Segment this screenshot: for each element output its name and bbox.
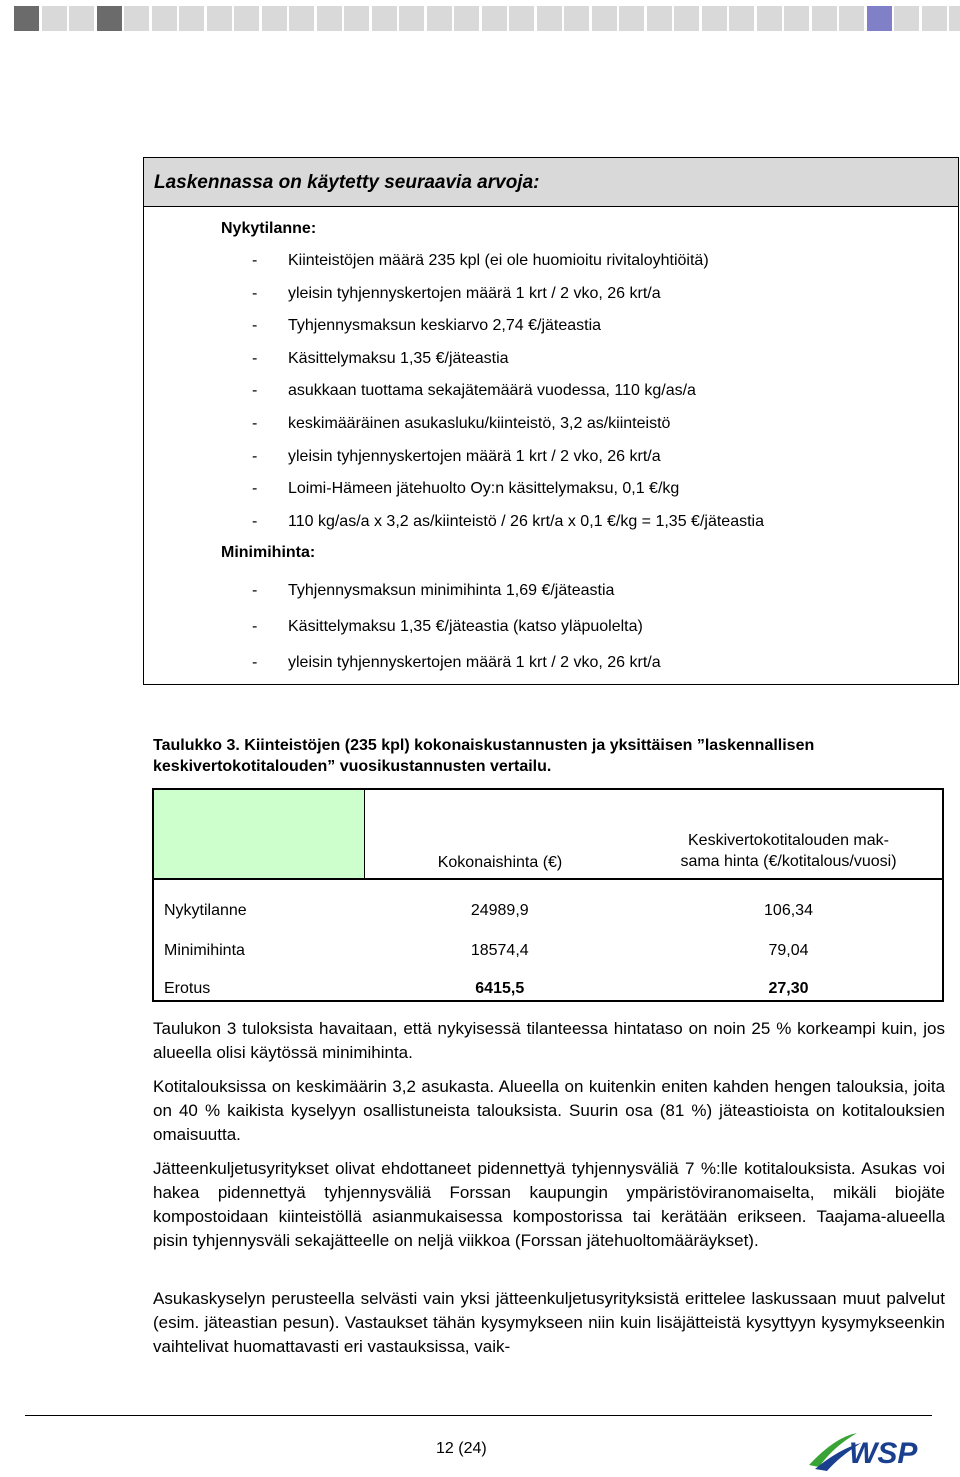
top-bar-square <box>784 6 809 31</box>
list-item <box>252 618 643 636</box>
top-bar-square <box>14 6 39 31</box>
list-item <box>252 582 614 600</box>
list-item <box>252 382 696 400</box>
list-item <box>252 252 709 270</box>
list-item <box>252 285 661 303</box>
row-household: 27,30 <box>635 960 943 1001</box>
list-item <box>252 480 679 498</box>
row-label: Nykytilanne <box>153 879 365 920</box>
assumptions-box <box>143 157 959 685</box>
wsp-logo-text: WSP <box>849 1437 918 1470</box>
list-item-text: yleisin tyhjennyskertojen määrä 1 krt / 2 vko, 26 krt/a <box>288 284 661 302</box>
top-bar-square <box>949 6 960 31</box>
row-label: Minimihinta <box>153 920 365 960</box>
row-total: 6415,5 <box>365 960 636 1001</box>
bullet-dash: - <box>252 582 258 599</box>
list-item-text: asukkaan tuottama sekajätemäärä vuodessa, 110 kg/as/a <box>288 382 696 400</box>
list-item <box>252 654 661 672</box>
list-item-text: Loimi-Hämeen jätehuolto Oy:n käsittelymaksu, 0,1 €/kg <box>288 480 680 498</box>
list-item-text: Tyhjennysmaksun minimihinta 1,69 €/jäteastia <box>288 582 615 599</box>
top-bar-square <box>894 6 919 31</box>
list-item <box>252 513 764 531</box>
row-total: 18574,4 <box>470 942 529 959</box>
current-heading: Nykytilanne: <box>221 220 317 237</box>
row-label: Erotus <box>153 960 365 1001</box>
top-bar-square <box>262 6 287 31</box>
paragraph: Jätteenkuljetusyritykset olivat ehdottaneet pidennettyä tyhjennysväliä 7 %:lle kotitalouksista. Asukas voi hakea pidennettyä tyhjennysväliä Forssan kaupungin ympäristöviranomaiselta, mikäli biojäte kompostoidaan kiinteistöllä asianmukaisessa kompostorissa tai kerätään erikseen. Taajama-alueella pisin tyhjennysväli sekajätteelle on neljä viikkoa (Forssan jätehuoltomääräykset). <box>153 1159 945 1250</box>
bullet-dash: - <box>252 317 258 335</box>
top-bar-square <box>482 6 507 31</box>
top-bar-square <box>922 6 947 31</box>
list-item-text: yleisin tyhjennyskertojen määrä 1 krt / 2 vko, 26 krt/a <box>288 447 661 465</box>
top-bar-square <box>454 6 479 31</box>
bullet-dash: - <box>252 284 258 302</box>
paragraph: Asukaskyselyn perusteella selvästi vain yksi jätteenkuljetusyrityksistä erittelee laskussaan muut palvelut (esim. jäteastian pesun). Vastaukset tähän kysymykseen niin kuin lisäjätteistä kysyttyyn kysymykseenkin vaihtelivat huomattavasti eri vastauksissa, vaik- <box>153 1289 945 1356</box>
wsp-logo <box>805 1427 935 1473</box>
bullet-dash: - <box>252 480 258 498</box>
page-number: 12 (24) <box>436 1440 487 1457</box>
top-bar-square <box>207 6 232 31</box>
top-bar-square <box>537 6 562 31</box>
table-caption: Taulukko 3. Kiinteistöjen (235 kpl) kokonaiskustannusten ja yksittäisen ”laskennallisen keskivertokotitalouden” vuosikustannusten vertailu. <box>153 737 815 775</box>
bullet-dash: - <box>252 349 258 367</box>
top-bar-square <box>509 6 534 31</box>
bullet-dash: - <box>252 252 258 269</box>
top-bar-square <box>647 6 672 31</box>
top-bar-square <box>344 6 369 31</box>
list-item-text: yleisin tyhjennyskertojen määrä 1 krt / 2 vko, 26 krt/a <box>288 654 661 671</box>
table-header-household-line2: sama hinta (€/kotitalous/vuosi) <box>680 853 897 870</box>
top-bar-square <box>399 6 424 31</box>
top-bar-square <box>152 6 177 31</box>
top-bar-square <box>234 6 259 31</box>
list-item-text: Tyhjennysmaksun keskiarvo 2,74 €/jäteastia <box>288 317 602 335</box>
table-header-household-line1: Keskivertokotitalouden mak- <box>688 832 889 849</box>
assumptions-box-header <box>144 158 958 207</box>
list-item <box>252 415 670 433</box>
assumptions-box-title: Laskennassa on käytetty seuraavia arvoja: <box>154 172 540 193</box>
top-bar-square <box>372 6 397 31</box>
top-bar-square <box>97 6 122 31</box>
table-row <box>153 920 943 960</box>
table-header-empty <box>153 789 365 879</box>
table-header-household <box>635 789 943 879</box>
top-bar-square <box>69 6 94 31</box>
list-item-text: Käsittelymaksu 1,35 €/jäteastia (katso yläpuolelta) <box>288 618 643 635</box>
top-bar-square <box>317 6 342 31</box>
list-item <box>252 448 661 466</box>
bullet-dash: - <box>252 415 258 432</box>
top-bar-square <box>812 6 837 31</box>
bullet-dash: - <box>252 654 258 671</box>
list-item <box>252 317 601 335</box>
paragraph: Kotitalouksissa on keskimäärin 3,2 asukasta. Alueella on kuitenkin eniten kahden hengen talouksia, joita on 40 % kaikista kyselyyn osallistuneista talouksista. Suurin osa (81 %) jäteastioista on kotitalouksien omaisuutta. <box>153 1077 945 1144</box>
table-row <box>153 879 943 920</box>
top-bar-square <box>564 6 589 31</box>
paragraph: Taulukon 3 tuloksista havaitaan, että nykyisessä tilanteessa hintataso on noin 25 % korkeampi kuin, jos alueella olisi käytössä minimihinta. <box>153 1019 945 1062</box>
table-header-total: Kokonaishinta (€) <box>365 789 636 879</box>
row-household: 106,34 <box>635 879 943 920</box>
row-household: 79,04 <box>635 920 943 960</box>
comparison-table <box>152 788 944 1002</box>
list-item-text: Kiinteistöjen määrä 235 kpl (ei ole huomioitu rivitaloyhtiöitä) <box>288 252 709 269</box>
top-bar-square <box>179 6 204 31</box>
top-bar-square <box>867 6 892 31</box>
top-bar-square <box>839 6 864 31</box>
top-bar-square <box>289 6 314 31</box>
top-bar-square <box>427 6 452 31</box>
list-item-text: keskimääräinen asukasluku/kiinteistö, 3,2 as/kiinteistö <box>288 415 671 432</box>
table-row <box>153 960 943 1001</box>
top-bar-square <box>124 6 149 31</box>
list-item <box>252 350 509 368</box>
list-item-text: 110 kg/as/a x 3,2 as/kiinteistö / 26 krt/a x 0,1 €/kg = 1,35 €/jäteastia <box>288 512 764 530</box>
bullet-dash: - <box>252 618 258 635</box>
row-total: 24989,9 <box>470 902 529 919</box>
table-header-row <box>153 789 943 879</box>
top-bar-square <box>592 6 617 31</box>
bullet-dash: - <box>252 382 258 400</box>
bullet-dash: - <box>252 512 258 530</box>
top-bar-square <box>619 6 644 31</box>
top-bar-square <box>674 6 699 31</box>
top-bar-square <box>702 6 727 31</box>
top-bar-square <box>757 6 782 31</box>
top-bar-square <box>729 6 754 31</box>
top-color-bar <box>0 6 960 32</box>
minimum-heading: Minimihinta: <box>221 544 316 561</box>
bullet-dash: - <box>252 447 258 465</box>
top-bar-square <box>42 6 67 31</box>
footer-divider <box>25 1415 932 1416</box>
list-item-text: Käsittelymaksu 1,35 €/jäteastia <box>288 349 509 367</box>
